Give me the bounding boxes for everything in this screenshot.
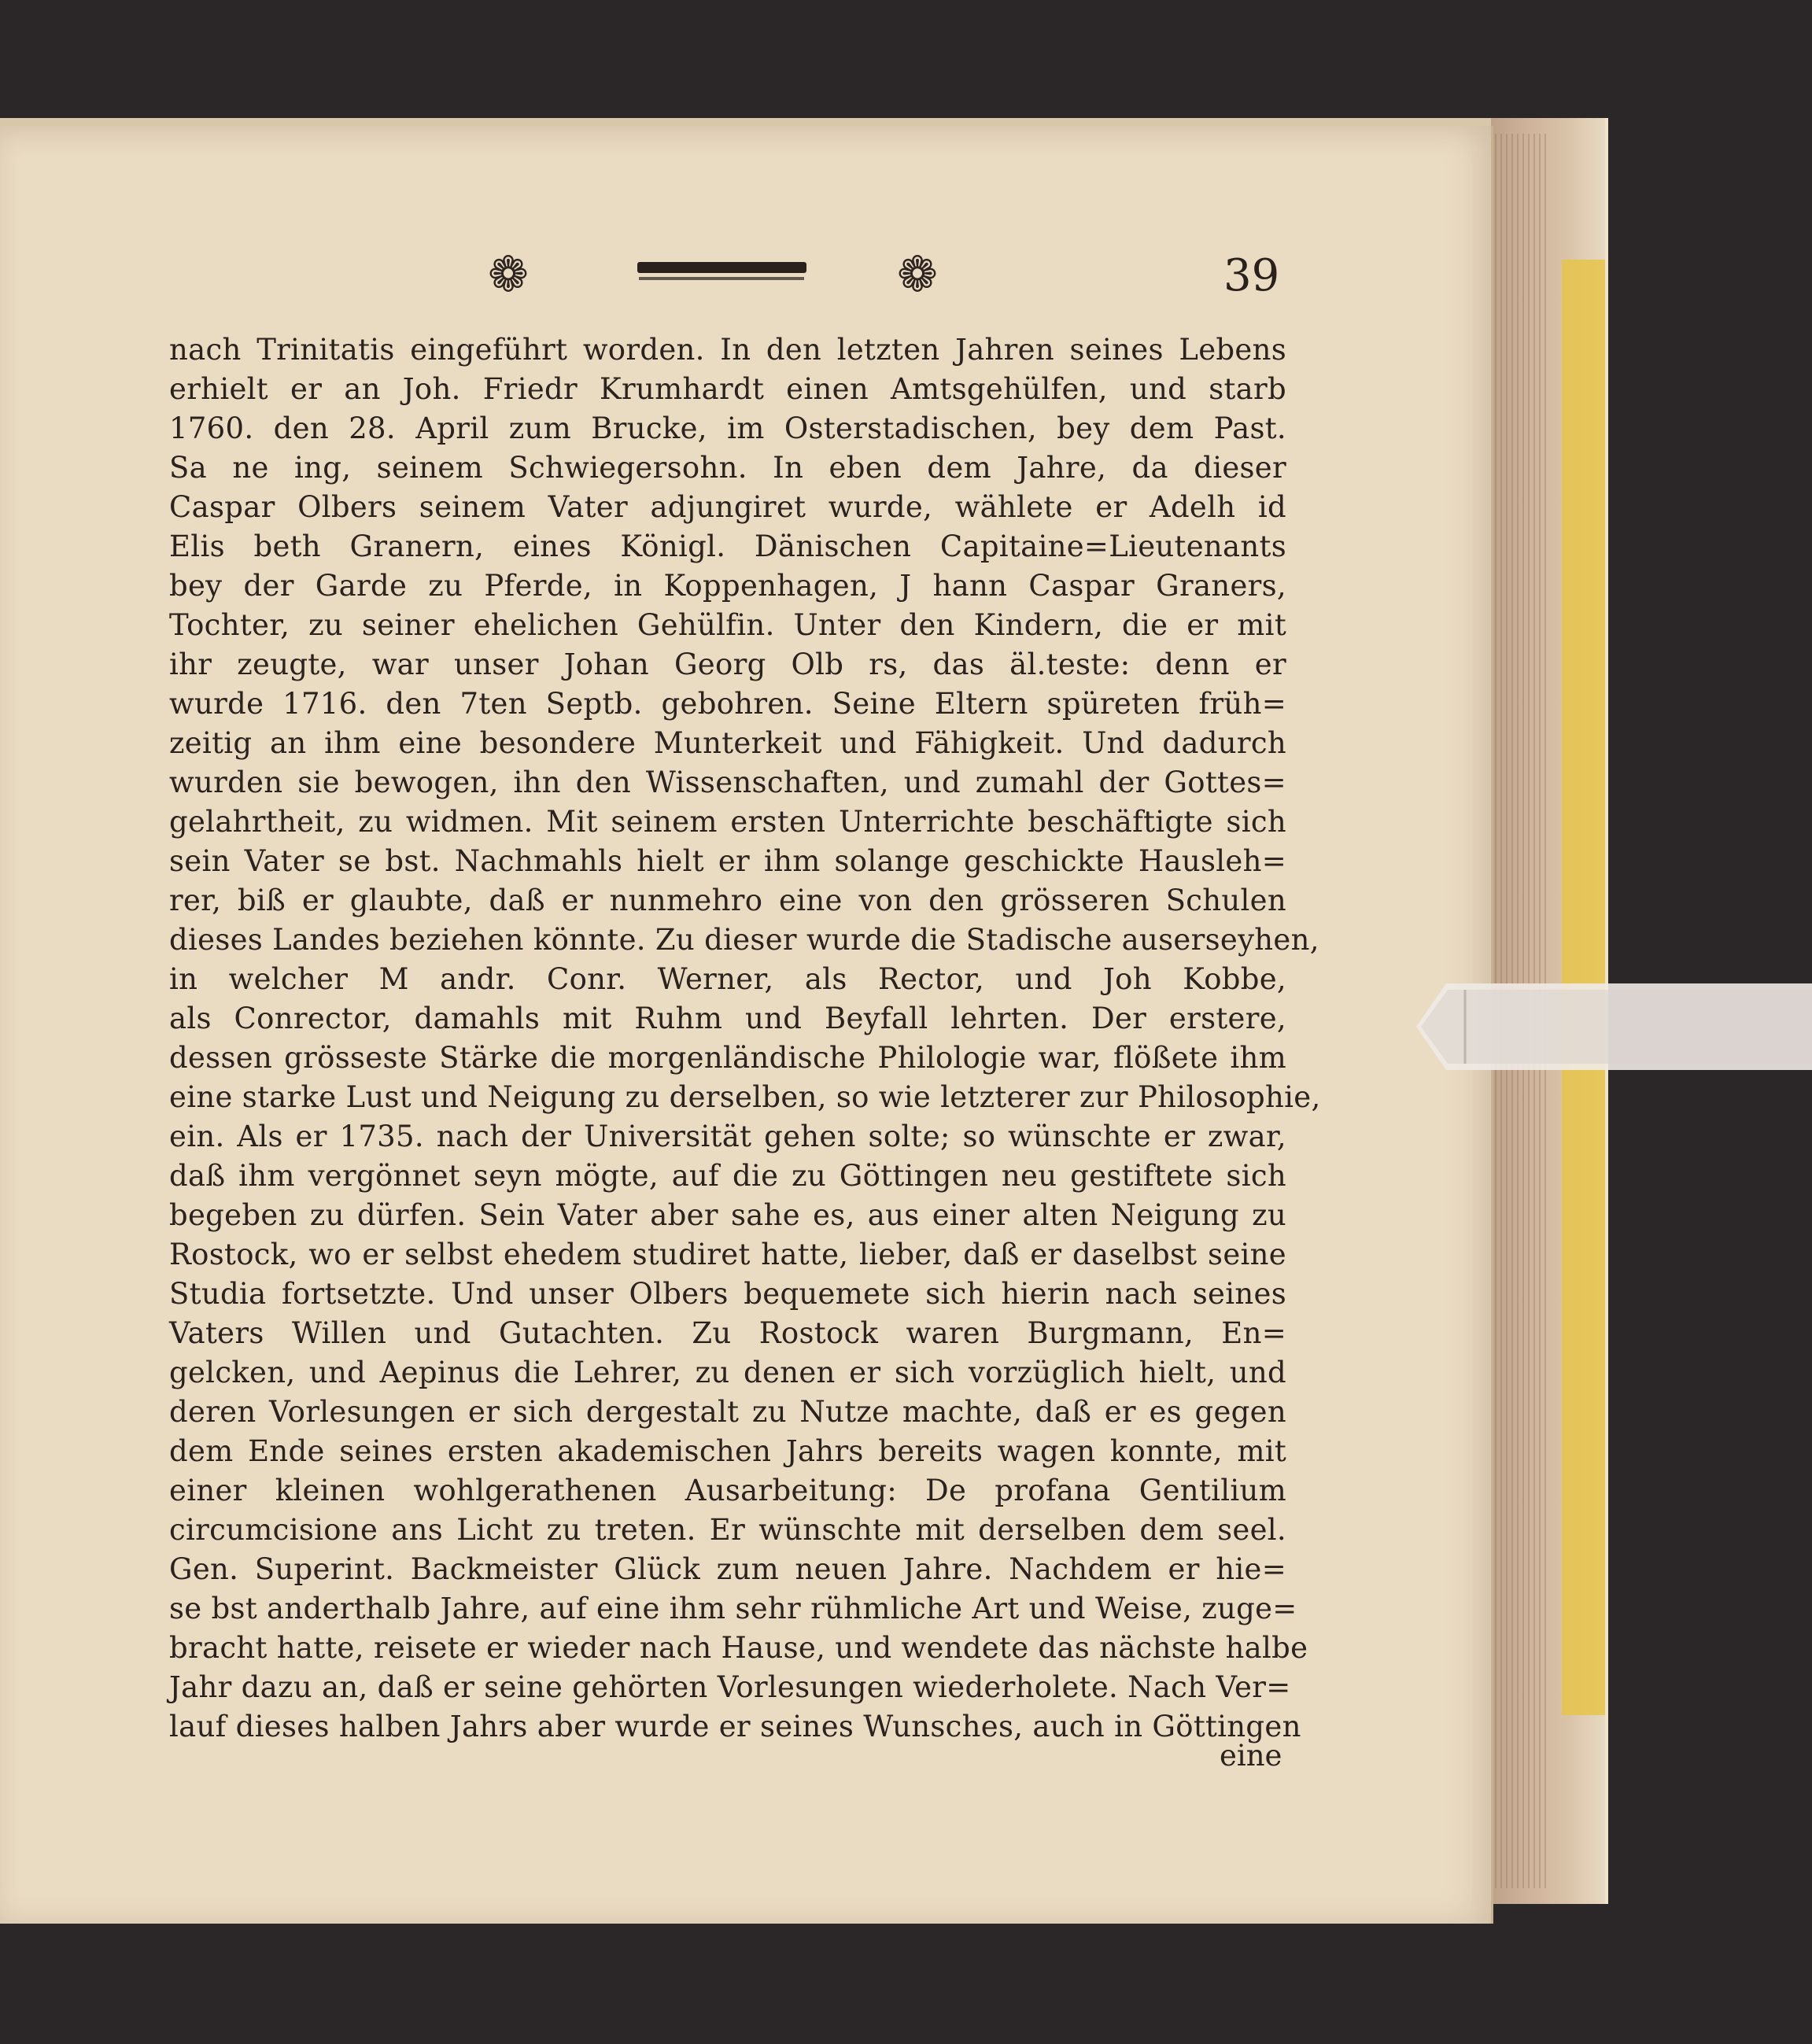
text-line: Sa ne ing, seinem Schwiegersohn. In eben dem Jahre, da dieser bbox=[169, 451, 1286, 485]
text-line: Vaters Willen und Gutachten. Zu Rostock waren Burgmann, En= bbox=[169, 1316, 1286, 1350]
text-line: wurde 1716. den 7ten Septb. gebohren. Seine Eltern spüreten früh= bbox=[169, 687, 1286, 721]
header-rule bbox=[637, 262, 806, 273]
text-line: gelcken, und Aepinus die Lehrer, zu denen er sich vorzüglich hielt, und bbox=[169, 1356, 1286, 1389]
catchword: eine bbox=[1220, 1739, 1282, 1773]
text-line: nach Trinitatis eingeführt worden. In den letzten Jahren seines Lebens bbox=[169, 333, 1286, 367]
text-line: erhielt er an Joh. Friedr Krumhardt einen Amtsgehülfen, und starb bbox=[169, 372, 1286, 406]
text-line: ihr zeugte, war unser Johan Georg Olb rs, das äl.teste: denn er bbox=[169, 648, 1286, 681]
text-line: 1760. den 28. April zum Brucke, im Osterstadischen, bey dem Past. bbox=[169, 411, 1286, 445]
text-line: dem Ende seines ersten akademischen Jahrs bereits wagen konnte, mit bbox=[169, 1434, 1286, 1468]
text-line: Studia fortsetzte. Und unser Olbers bequemete sich hierin nach seines bbox=[169, 1277, 1286, 1311]
text-line: bracht hatte, reisete er wieder nach Hause, und wendete das nächste halbe bbox=[169, 1631, 1308, 1665]
text-block bbox=[169, 330, 1321, 1747]
text-line: Rostock, wo er selbst ehedem studiret hatte, lieber, daß er daselbst seine bbox=[169, 1238, 1286, 1271]
text-line: bey der Garde zu Pferde, in Koppenhagen, J hann Caspar Graners, bbox=[169, 569, 1286, 603]
text-line: se bst anderthalb Jahre, auf eine ihm sehr rühmliche Art und Weise, zuge= bbox=[169, 1592, 1297, 1625]
ornament-left-icon: ❁ bbox=[488, 245, 529, 303]
text-line: Gen. Superint. Backmeister Glück zum neuen Jahre. Nachdem er hie= bbox=[169, 1552, 1286, 1586]
text-line: in welcher M andr. Conr. Werner, als Rector, und Joh Kobbe, bbox=[169, 962, 1286, 996]
header-rule-thin bbox=[639, 277, 804, 280]
text-line: einer kleinen wohlgerathenen Ausarbeitung: De profana Gentilium bbox=[169, 1474, 1286, 1507]
text-line: rer, biß er glaubte, daß er nunmehro eine von den grösseren Schulen bbox=[169, 884, 1286, 917]
text-line: begeben zu dürfen. Sein Vater aber sahe es, aus einer alten Neigung zu bbox=[169, 1198, 1286, 1232]
text-line: Tochter, zu seiner ehelichen Gehülfin. Unter den Kindern, die er mit bbox=[169, 608, 1286, 642]
text-line: als Conrector, damahls mit Ruhm und Beyfall lehrten. Der erstere, bbox=[169, 1002, 1286, 1035]
text-line: wurden sie bewogen, ihn den Wissenschaften, und zumahl der Gottes= bbox=[169, 766, 1286, 799]
text-line: Elis beth Granern, eines Königl. Dänischen Capitaine=Lieutenants bbox=[169, 529, 1286, 563]
text-line: dessen grösseste Stärke die morgenländische Philologie war, flößete ihm bbox=[169, 1041, 1286, 1075]
text-line: Jahr dazu an, daß er seine gehörten Vorlesungen wiederholete. Nach Ver= bbox=[169, 1670, 1291, 1704]
bookmark-tab bbox=[1416, 983, 1812, 1070]
text-line: ein. Als er 1735. nach der Universität gehen solte; so wünschte er zwar, bbox=[169, 1120, 1286, 1153]
text-line: eine starke Lust und Neigung zu derselben, so wie letzterer zur Philosophie, bbox=[169, 1080, 1321, 1114]
ornament-right-icon: ❁ bbox=[897, 245, 938, 303]
page-number: 39 bbox=[1223, 250, 1280, 301]
text-line: lauf dieses halben Jahrs aber wurde er seines Wunsches, auch in Göttingen bbox=[169, 1710, 1301, 1743]
text-line: gelahrtheit, zu widmen. Mit seinem ersten Unterrichte beschäftigte sich bbox=[169, 805, 1286, 839]
text-line: dieses Landes beziehen könnte. Zu dieser wurde die Stadische auserseyhen, bbox=[169, 923, 1319, 957]
text-line: deren Vorlesungen er sich dergestalt zu Nutze machte, daß er es gegen bbox=[169, 1395, 1286, 1429]
text-line: sein Vater se bst. Nachmahls hielt er ihm solange geschickte Hausleh= bbox=[169, 844, 1286, 878]
text-line: circumcisione ans Licht zu treten. Er wünschte mit derselben dem seel. bbox=[169, 1513, 1286, 1547]
text-line: Caspar Olbers seinem Vater adjungiret wurde, wählete er Adelh id bbox=[169, 490, 1286, 524]
text-line: daß ihm vergönnet seyn mögte, auf die zu Göttingen neu gestiftete sich bbox=[169, 1159, 1286, 1193]
text-line: zeitig an ihm eine besondere Munterkeit und Fähigkeit. Und dadurch bbox=[169, 726, 1286, 760]
